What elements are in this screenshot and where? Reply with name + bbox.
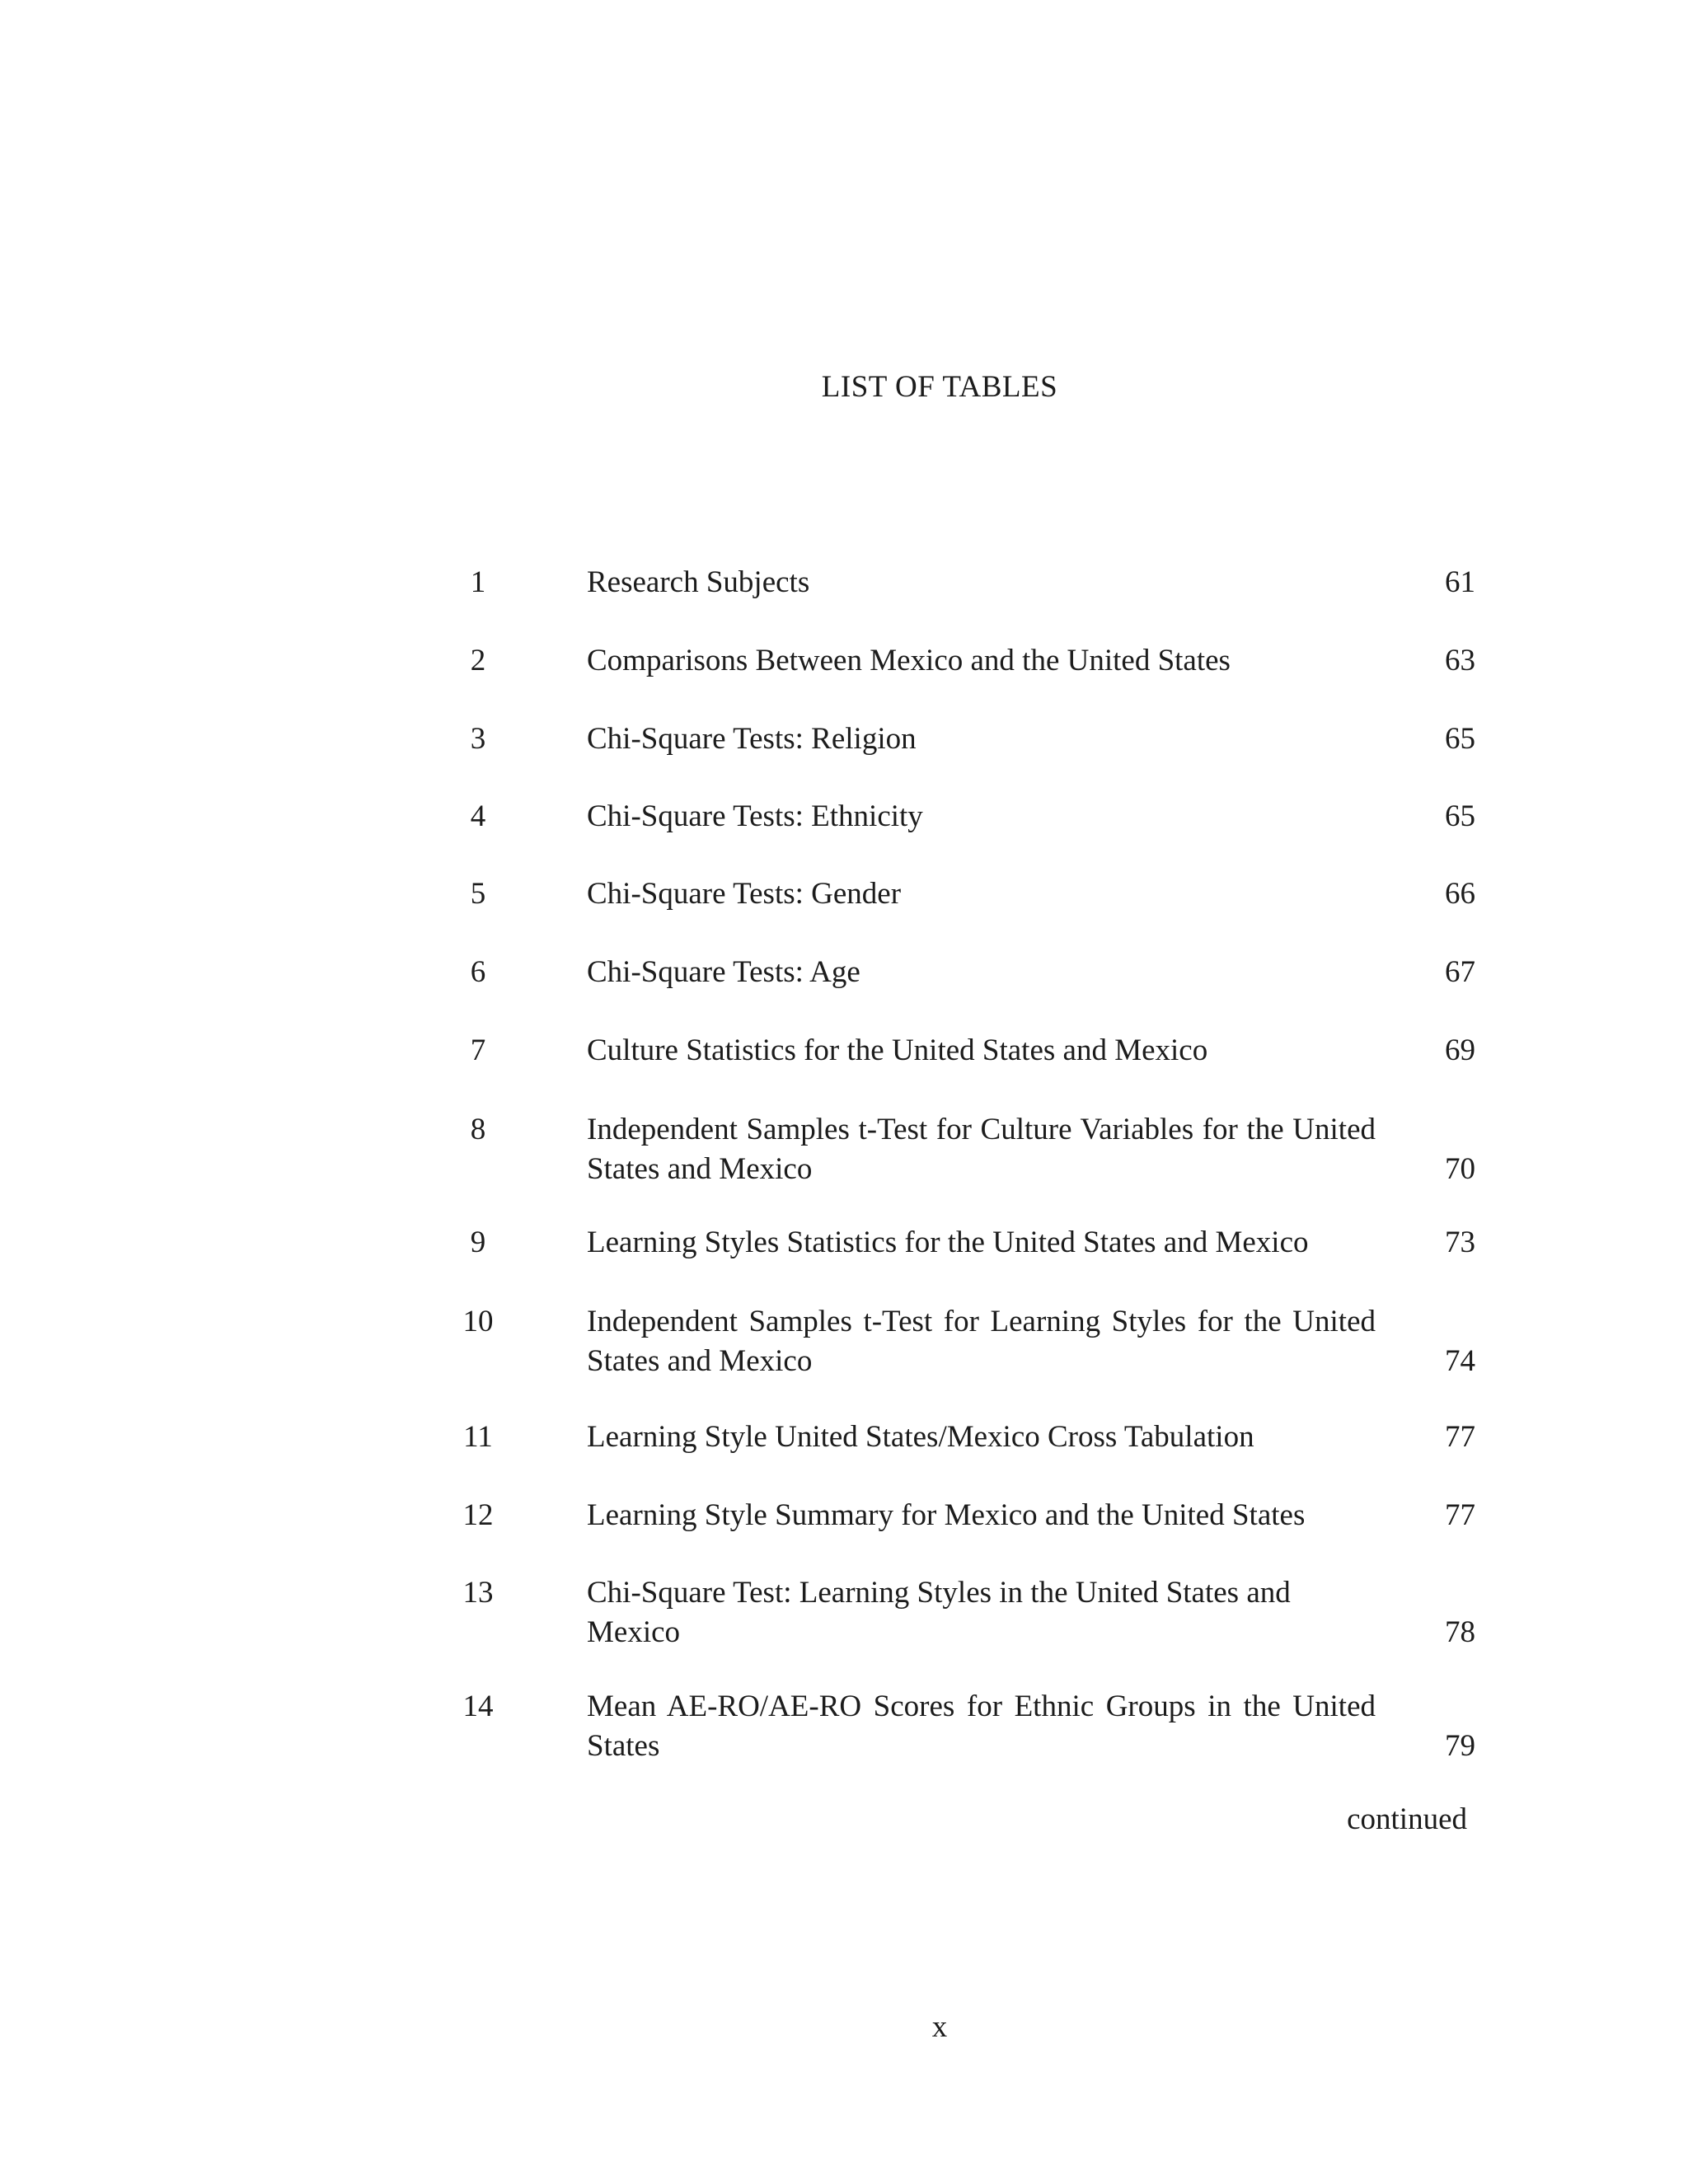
table-page-number: 74 [1445,1344,1475,1378]
table-title: Comparisons Between Mexico and the United States [587,644,1231,677]
table-page-number: 79 [1445,1729,1475,1763]
table-page-number: 65 [1445,722,1475,756]
table-title: Independent Samples t-Test for Culture Variables for the United States and Mexico [587,1113,1376,1186]
table-title: Chi-Square Tests: Gender [587,877,902,911]
table-page-number: 67 [1445,955,1475,989]
page-title: LIST OF TABLES [821,370,1058,404]
table-title: Independent Samples t-Test for Learning Styles for the United States and Mexico [587,1305,1376,1378]
table-title: Learning Style United States/Mexico Cross Tabulation [587,1420,1254,1454]
table-page-number: 78 [1445,1615,1475,1649]
table-number: 7 [470,1033,486,1067]
table-title: Chi-Square Tests: Age [587,955,860,989]
table-title: Mean AE-RO/AE-RO Scores for Ethnic Groups in the United States [587,1690,1376,1763]
table-number: 6 [470,955,486,989]
table-number: 13 [462,1576,494,1610]
table-page-number: 69 [1445,1033,1475,1067]
table-page-number: 61 [1445,565,1475,599]
table-number: 9 [470,1226,486,1259]
table-page-number: 65 [1445,799,1475,833]
table-number: 1 [470,565,486,599]
continued-label: continued [1347,1802,1467,1836]
table-title: Chi-Square Tests: Religion [587,722,917,756]
table-page-number: 70 [1445,1152,1475,1186]
table-title: Chi-Square Test: Learning Styles in the United States and Mexico [587,1576,1291,1649]
table-number: 11 [463,1420,493,1454]
table-number: 8 [470,1113,486,1146]
table-page-number: 77 [1445,1498,1475,1532]
table-page-number: 63 [1445,644,1475,677]
table-page-number: 77 [1445,1420,1475,1454]
table-title: Learning Styles Statistics for the United States and Mexico [587,1226,1309,1259]
table-page-number: 73 [1445,1226,1475,1259]
table-number: 14 [462,1690,494,1723]
page-folio: x [931,2010,948,2044]
table-page-number: 66 [1445,877,1475,911]
table-title: Culture Statistics for the United States and Mexico [587,1033,1208,1067]
table-number: 5 [470,877,486,911]
table-number: 4 [470,799,486,833]
table-title: Chi-Square Tests: Ethnicity [587,799,923,833]
table-number: 10 [462,1305,494,1338]
table-title: Research Subjects [587,565,810,599]
table-title: Learning Style Summary for Mexico and the United States [587,1498,1306,1532]
table-number: 3 [470,722,486,756]
table-number: 2 [470,644,486,677]
table-number: 12 [462,1498,494,1532]
